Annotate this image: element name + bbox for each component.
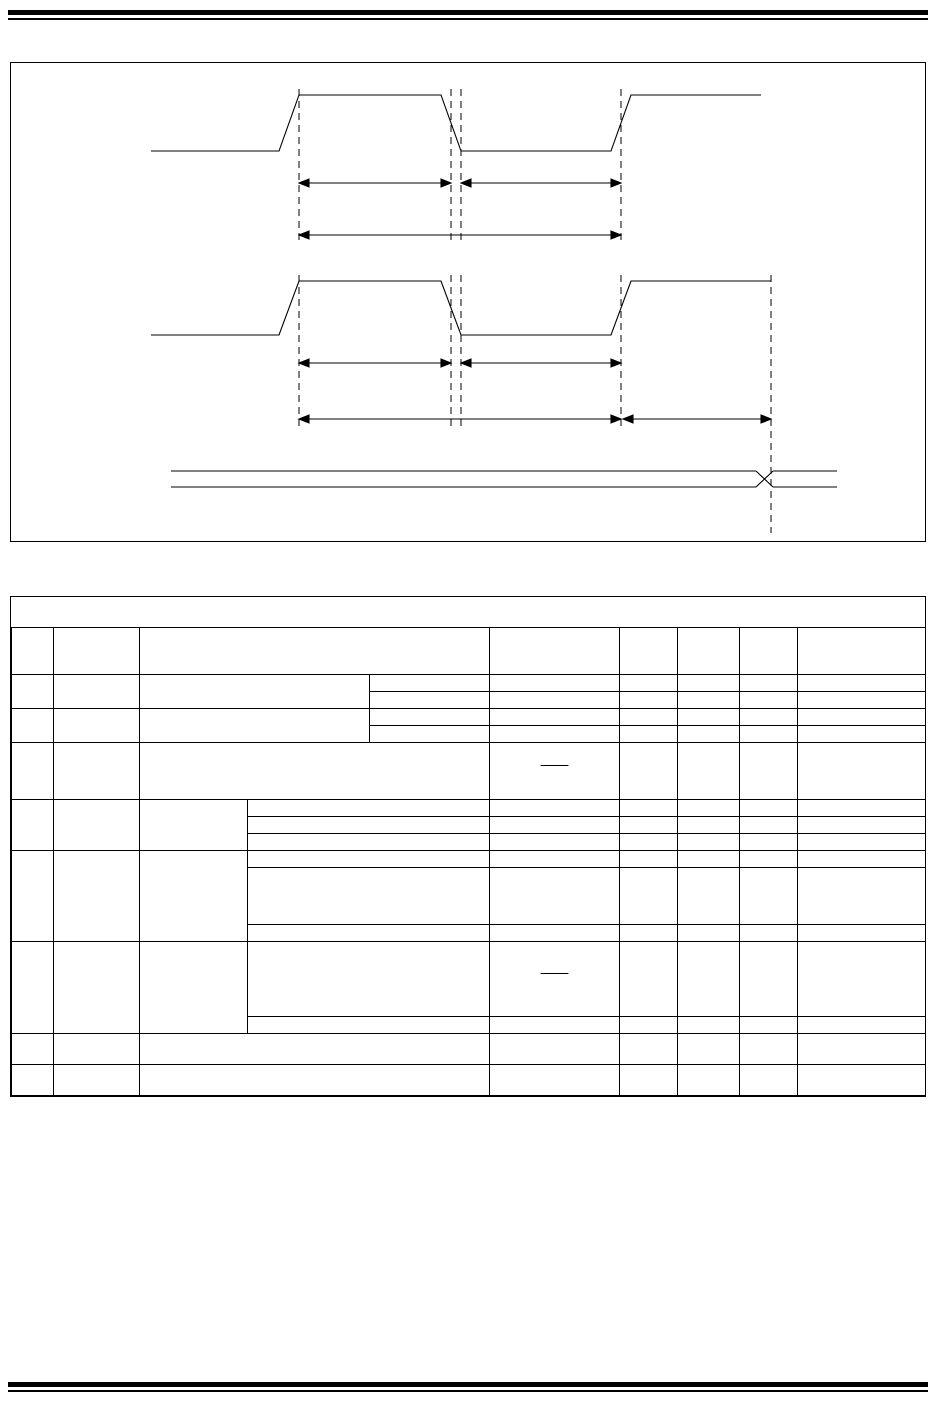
row-unit [798,817,926,834]
row-typ [678,1034,740,1065]
row-min [620,925,678,942]
lower-dimension-row-2 [299,415,771,423]
row-unit [798,834,926,851]
row-condition [248,1017,490,1034]
row-parameter [140,800,248,851]
row-condition [248,834,490,851]
header-cell-9 [798,628,926,675]
row-min [620,1034,678,1065]
row-index [12,675,54,709]
row-min [620,1017,678,1034]
row-unit [798,726,926,743]
row-unit [798,1034,926,1065]
row-condition [248,868,490,925]
row-typ [678,800,740,817]
row-test [490,726,620,743]
row-index [12,709,54,743]
row-index [12,743,54,800]
row-parameter [140,1065,490,1096]
row-typ [678,925,740,942]
row-unit [798,743,926,800]
upper-waveform [151,95,761,151]
row-max [740,1065,798,1096]
row-typ [678,942,740,1017]
row-max [740,1017,798,1034]
row-parameter [140,851,248,942]
row-index [12,1034,54,1065]
row-unit [798,925,926,942]
row-test [490,817,620,834]
row-typ [678,692,740,709]
row-min [620,868,678,925]
table-row [12,1034,926,1065]
table-title-row [12,597,926,628]
row-symbol [54,942,140,1034]
row-max [740,743,798,800]
row-max [740,692,798,709]
row-symbol [54,800,140,851]
row-typ [678,851,740,868]
row-condition [248,800,490,817]
row-min [620,851,678,868]
row-typ [678,868,740,925]
row-max [740,851,798,868]
table-row [12,743,926,800]
row-parameter [140,1034,490,1065]
row-parameter [140,743,490,800]
row-test [490,692,620,709]
row-symbol [54,675,140,709]
row-test [490,1034,620,1065]
row-max [740,1034,798,1065]
row-min [620,743,678,800]
row-condition [370,709,490,726]
row-condition [248,817,490,834]
row-symbol [54,1034,140,1065]
row-min [620,709,678,726]
row-unit [798,851,926,868]
row-symbol [54,743,140,800]
row-parameter [140,709,370,743]
row-symbol [54,851,140,942]
row-parameter [140,942,248,1034]
row-test [490,1065,620,1096]
row-test [490,675,620,692]
header-cell-8 [740,628,798,675]
row-test [490,834,620,851]
row-max [740,726,798,743]
row-typ [678,675,740,692]
page-bottom-rule-thick [8,1382,928,1387]
table-row [12,675,926,692]
data-bus-waveform [171,471,837,487]
table-row [12,1065,926,1096]
page-top-rule-thin [8,18,928,20]
row-min [620,726,678,743]
row-max [740,868,798,925]
row-max [740,675,798,692]
header-cell-5 [490,628,620,675]
row-condition [248,942,490,1017]
page-bottom-rule-thin [8,1390,928,1392]
row-typ [678,834,740,851]
row-min [620,675,678,692]
table-row [12,851,926,868]
row-unit [798,709,926,726]
row-min [620,942,678,1017]
header-cell-0 [12,628,54,675]
upper-dimension-row-2 [299,231,621,239]
row-max [740,834,798,851]
table-title [12,597,926,628]
row-min [620,692,678,709]
row-parameter [140,675,370,709]
row-unit [798,1065,926,1096]
timing-diagram-figure [10,62,926,542]
row-symbol [54,709,140,743]
row-condition [370,675,490,692]
row-test [490,709,620,726]
row-index [12,1065,54,1096]
row-max [740,925,798,942]
row-index [12,942,54,1034]
row-test [490,800,620,817]
row-min [620,817,678,834]
row-unit [798,692,926,709]
header-cell-2 [140,628,490,675]
row-max [740,709,798,726]
table-row [12,800,926,817]
parameter-table [10,596,926,1097]
page-top-rule-thick [8,10,928,15]
row-typ [678,743,740,800]
lower-dimension-row-1 [299,359,621,367]
row-typ [678,817,740,834]
row-unit [798,800,926,817]
row-test [490,942,620,1017]
row-test [490,1017,620,1034]
row-min [620,834,678,851]
row-test-label [541,766,569,777]
row-typ [678,726,740,743]
row-test [490,925,620,942]
row-min [620,1065,678,1096]
row-unit [798,942,926,1017]
row-max [740,817,798,834]
timing-diagram-svg [11,63,925,541]
row-test [490,851,620,868]
row-symbol [54,1065,140,1096]
table-row [12,709,926,726]
row-unit [798,675,926,692]
row-max [740,942,798,1017]
row-max [740,800,798,817]
row-typ [678,709,740,726]
row-unit [798,1017,926,1034]
parameter-table-grid [11,597,926,1096]
row-test [490,743,620,800]
table-header-row [12,628,926,675]
header-cell-7 [678,628,740,675]
row-typ [678,1017,740,1034]
row-test-label [541,974,569,985]
row-typ [678,1065,740,1096]
row-condition [370,726,490,743]
row-unit [798,868,926,925]
upper-dimension-row-1 [299,179,621,187]
row-condition [248,925,490,942]
table-row [12,942,926,1017]
header-cell-1 [54,628,140,675]
row-condition [248,851,490,868]
header-cell-6 [620,628,678,675]
row-test [490,868,620,925]
row-condition [370,692,490,709]
row-min [620,800,678,817]
row-index [12,851,54,942]
row-index [12,800,54,851]
